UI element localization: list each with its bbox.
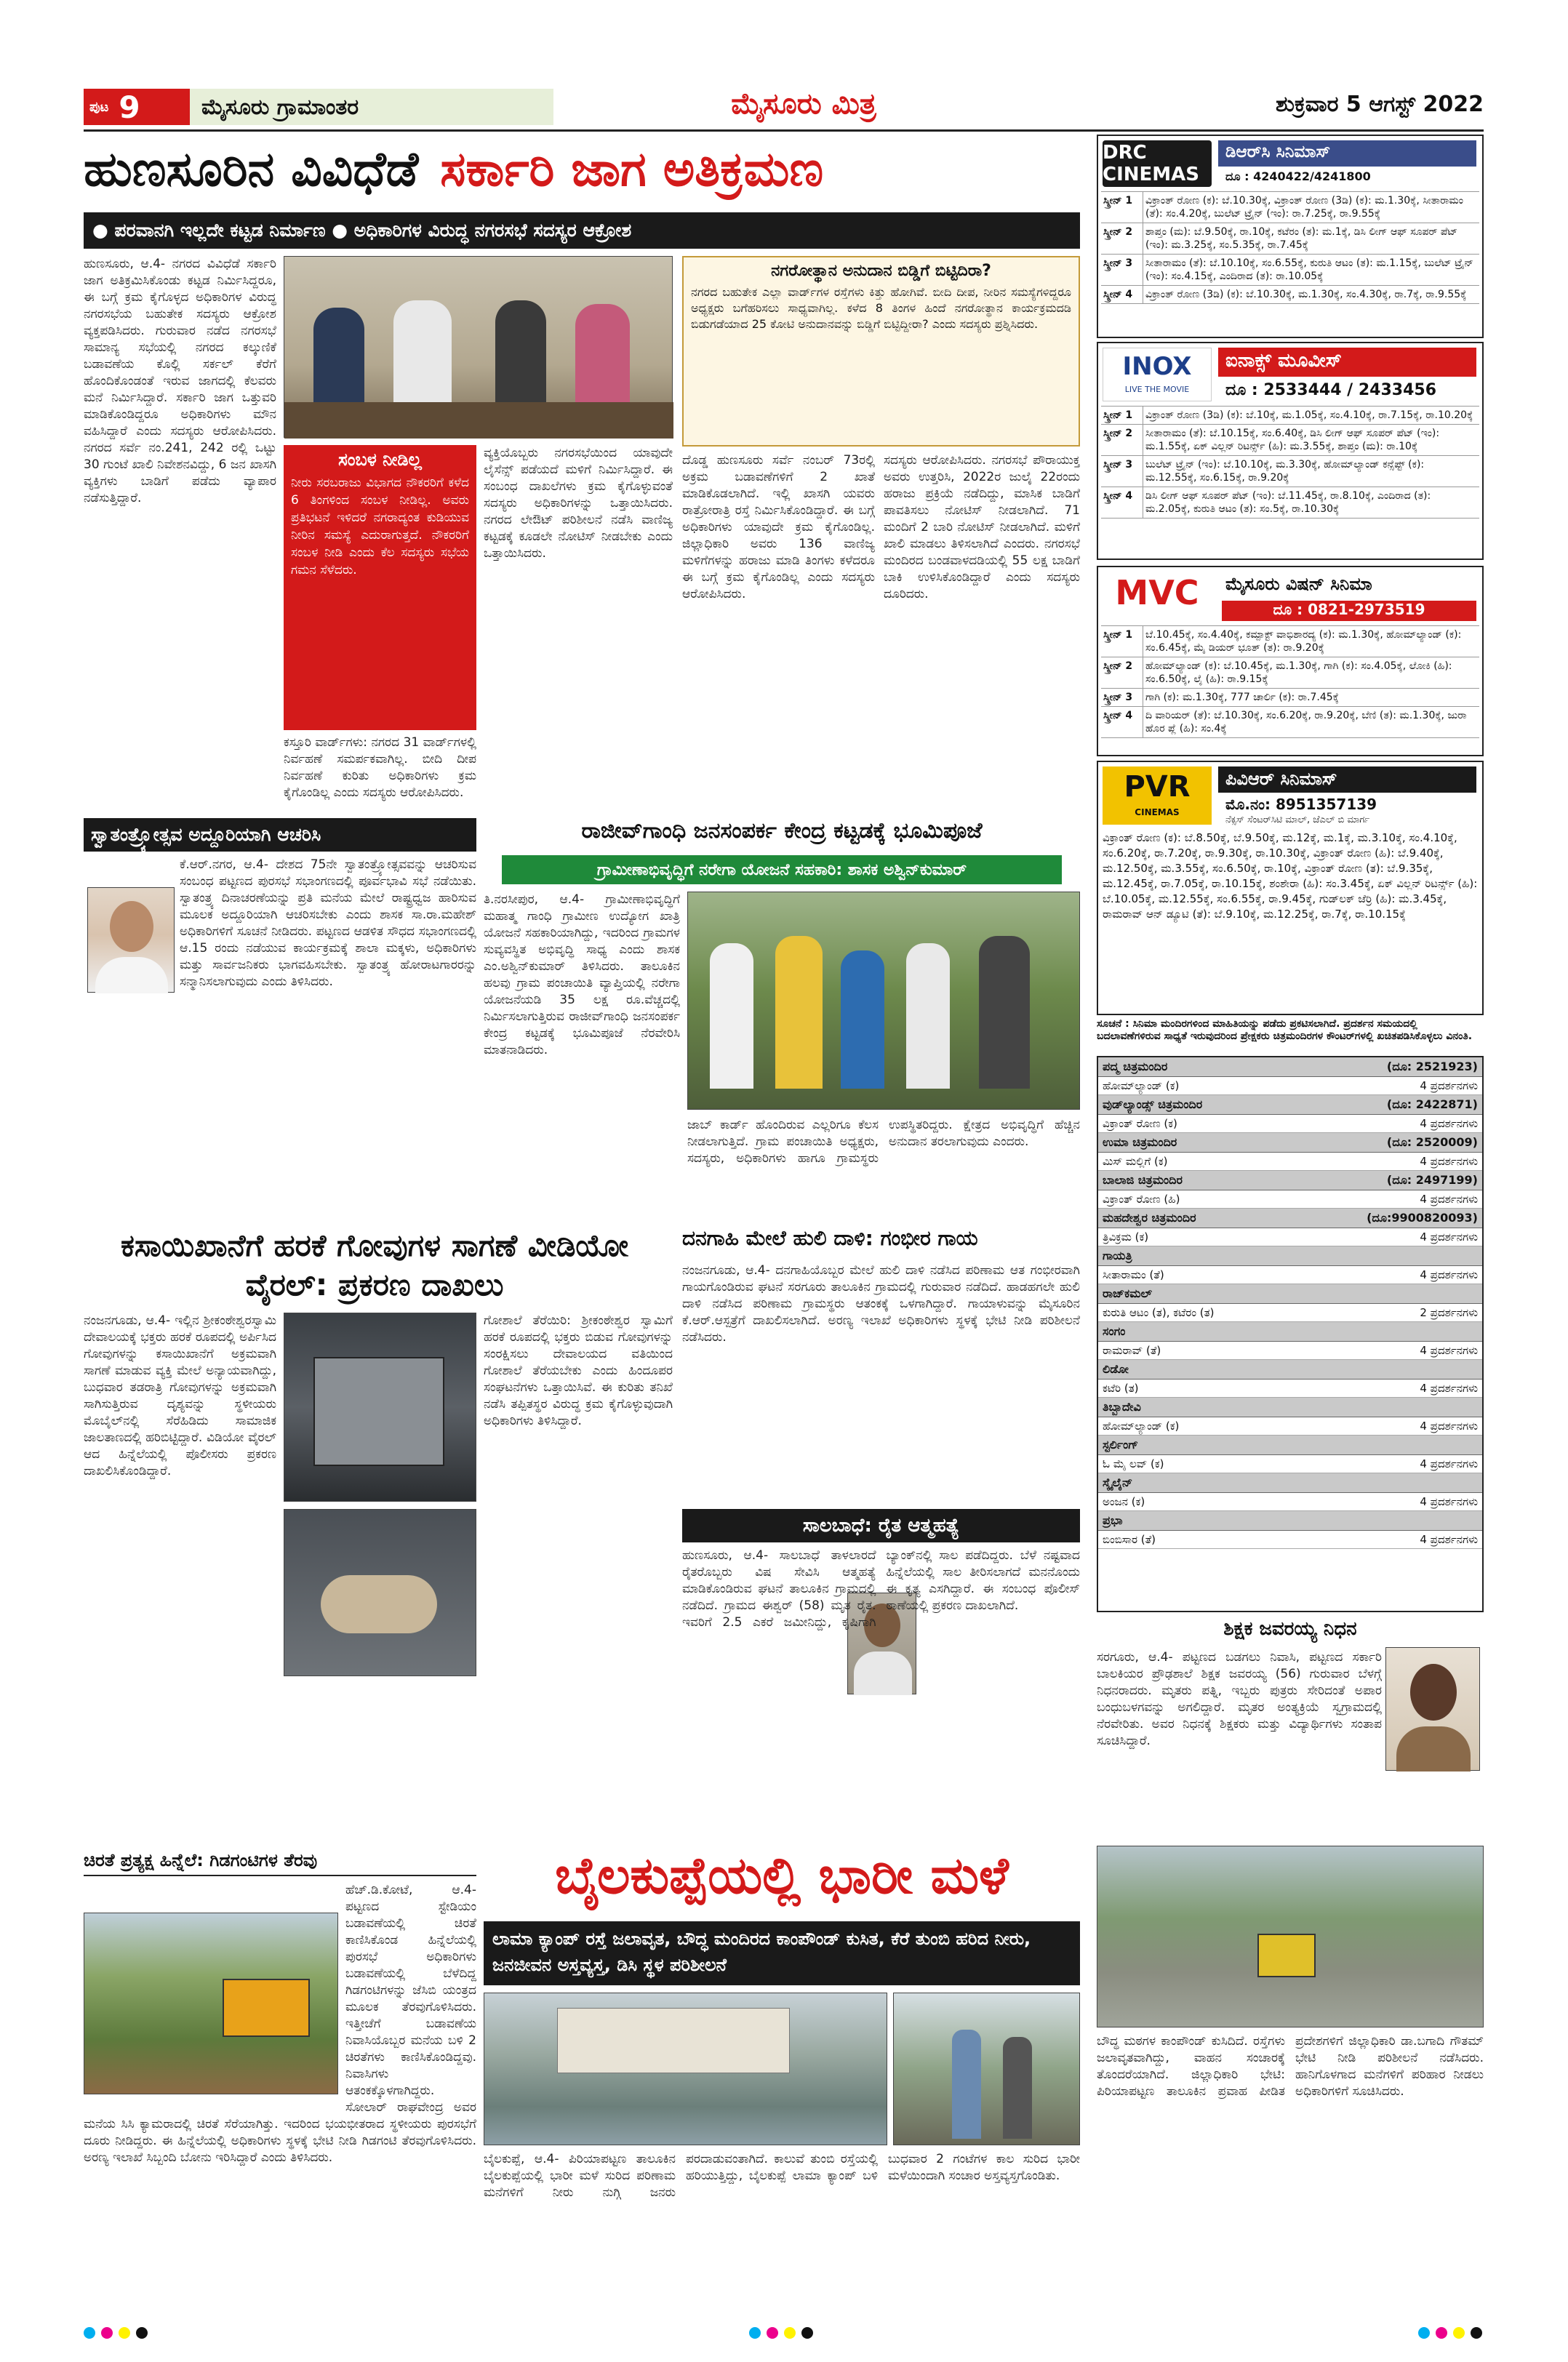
vehicle-shape	[1257, 1934, 1316, 1977]
magenta-dot	[767, 2327, 778, 2339]
film-shows: 4 ಪ್ರದರ್ಶನಗಳು	[1420, 1193, 1478, 1206]
theatre-phone: (ದೂ: 2422871)	[1386, 1097, 1478, 1111]
schedule-row	[1101, 626, 1479, 657]
flood-photo-3	[1097, 1846, 1484, 2027]
registration-marks-left	[84, 2327, 153, 2342]
magenta-dot	[101, 2327, 113, 2339]
theatre-name-row	[1098, 1209, 1482, 1228]
rain-text-2: ಬೌದ್ಧ ಮಠಗಳ ಕಾಂಪೌಂಡ್ ಕುಸಿದಿದೆ. ರಸ್ತೆಗಳು ಜಲಾವೃತವಾಗಿದ್ದು, ವಾಹನ ಸಂಚಾರಕ್ಕೆ ತೊಂದರೆಯಾಗಿದೆ. ಜಿಲ್ಲಾಧಿಕಾರಿ ಭೇಟಿ: ಪಿರಿಯಾಪಟ್ಟಣ ತಾಲೂಕಿನ ಪ್ರವಾಹ ಪೀಡಿತ ಪ್ರದೇಶಗಳಿಗೆ ಜಿಲ್ಲಾಧಿಕಾರಿ ಡಾ.ಬಗಾದಿ ಗೌತಮ್ ಭೇಟಿ ನೀಡಿ ಪರಿಶೀಲನೆ ನಡೆಸಿದರು. ಹಾನಿಗೊಳಗಾದ ಮನೆಗಳಿಗೆ ಪರಿಹಾರ ನೀಡಲು ಅಧಿಕಾರಿಗಳಿಗೆ ಸೂಚಿಸಿದರು.	[1097, 2034, 1484, 2099]
theatre-name-row	[1098, 1398, 1482, 1417]
leopard-text: ಹೆಚ್.ಡಿ.ಕೋಟೆ, ಆ.4- ಪಟ್ಟಣದ ಸ್ಟೇಡಿಯಂ ಬಡಾವಣೆಯಲ್ಲಿ ಚಿರತೆ ಕಾಣಿಸಿಕೊಂಡ ಹಿನ್ನೆಲೆಯಲ್ಲಿ ಪುರಸಭೆ ಅಧಿಕಾರಿಗಳು ಬಡಾವಣೆಯಲ್ಲಿ ಬೆಳೆದಿದ್ದ ಗಿಡಗಂಟಿಗಳನ್ನು ಜೆಸಿಬಿ ಯಂತ್ರದ ಮೂಲಕ ತೆರವುಗೊಳಿಸಿದರು. ಇತ್ತೀಚೆಗೆ ಬಡಾವಣೆಯ ನಿವಾಸಿಯೊಬ್ಬರ ಮನೆಯ ಬಳಿ 2 ಚಿರತೆಗಳು ಕಾಣಿಸಿಕೊಂಡಿದ್ದವು. ನಿವಾಸಿಗಳು ಆತಂಕಕ್ಕೊಳಗಾಗಿದ್ದರು. ಸೋಲಾರ್ ರಾಘವೇಂದ್ರ ಅವರ ಮನೆಯ ಸಿಸಿ ಕ್ಯಾಮರಾದಲ್ಲಿ ಚಿರತೆ ಸೆರೆಯಾಗಿತ್ತು. ಇದರಿಂದ ಭಯಭೀತರಾದ ಸ್ಥಳೀಯರು ಪುರಸಭೆಗೆ ದೂರು ನೀಡಿದ್ದರು. ಈ ಹಿನ್ನೆಲೆಯಲ್ಲಿ ಅಧಿಕಾರಿಗಳು ಸ್ಥಳಕ್ಕೆ ಭೇಟಿ ನೀಡಿ ಗಿಡಗಂಟಿ ತೆರವುಗೊಳಿಸಿದರು. ಅರಣ್ಯ ಇಲಾಖೆ ಸಿಬ್ಬಂದಿ ಬೋನು ಇರಿಸಿದ್ದಾರೆ ಎಂದು ತಿಳಿಸಿದರು.	[84, 1883, 476, 2165]
lead-headline-black: ಹುಣಸೂರಿನ ವಿವಿಧೆಡೆ	[84, 140, 419, 197]
obit-text: ಸರಗೂರು, ಆ.4- ಪಟ್ಟಣದ ಬಡಗಲು ನಿವಾಸಿ, ಪಟ್ಟಣದ ಸರ್ಕಾರಿ ಬಾಲಕಿಯರ ಪ್ರೌಢಶಾಲೆ ಶಿಕ್ಷಕ ಜವರಯ್ಯ (56) ಗುರುವಾರ ಬೆಳಗ್ಗೆ ನಿಧನರಾದರು. ಮೃತರು ಪತ್ನಿ, ಇಬ್ಬರು ಪುತ್ರರು ಸೇರಿದಂತೆ ಅಪಾರ ಬಂಧುಬಳಗವನ್ನು ಅಗಲಿದ್ದಾರೆ. ಮೃತರ ಅಂತ್ಯಕ್ರಿಯೆ ಸ್ವಗ್ರಾಮದಲ್ಲಿ ನೆರವೇರಿತು. ಅವರ ನಿಧನಕ್ಕೆ ಶಿಕ್ಷಕರು ಮತ್ತು ವಿದ್ಯಾರ್ಥಿಗಳು ಸಂತಾಪ ಸೂಚಿಸಿದ್ದಾರೆ.	[1097, 1650, 1382, 1748]
theatre-name: ಉಮಾ ಚಿತ್ರಮಂದಿರ	[1103, 1135, 1177, 1149]
nagarothana-title: ನಗರೋತ್ಥಾನ ಅನುದಾನ ಬಿಡ್ಡಿಗೆ ಬಿಟ್ಟಿದಿರಾ?	[771, 262, 991, 280]
screen-label: ಸ್ಕ್ರೀನ್ 1	[1101, 626, 1143, 657]
rajiv-subtitle: ಗ್ರಾಮೀಣಾಭಿವೃದ್ಧಿಗೆ ನರೇಗಾ ಯೋಜನೆ ಸಹಕಾರಿ: ಶಾಸಕ ಅಶ್ವಿನ್‌ಕುಮಾರ್	[502, 855, 1062, 884]
theatre-name-row	[1098, 1095, 1482, 1115]
film-title: ಹೋಮ್‌ಲ್ಯಾಂಡ್ (ಕ)	[1103, 1420, 1180, 1433]
theatre-phone: (ದೂ: 2520009)	[1386, 1135, 1478, 1149]
theatre-name-row	[1098, 1171, 1482, 1190]
film-shows: 4 ಪ್ರದರ್ಶನಗಳು	[1420, 1457, 1478, 1470]
screen-showtimes: ಶಾಪ್ತಂ (ಮ): ಬೆ.9.50ಕ್ಕೆ, ರಾ.10ಕ್ಕೆ, ಕಟೆರಂ (ತ): ಮ.1ಕ್ಕೆ, ಡಿಸಿ ಲೀಗ್ ಆಫ್ ಸೂಪರ್ ಪೆಟ್ (ಇಂ): ಮ.3.25ಕ್ಕೆ, ಸಂ.5.35ಕ್ಕೆ, ರಾ.7.45ಕ್ಕೆ	[1145, 226, 1458, 251]
theatre-film-row	[1098, 1077, 1482, 1095]
cyan-dot	[84, 2327, 95, 2339]
person-figure	[979, 936, 1030, 1089]
pvr-phone: ಮೊ.ನಂ: 8951357139	[1225, 796, 1377, 813]
drc-logo: DRC CINEMAS	[1103, 140, 1212, 187]
film-shows: 4 ಪ್ರದರ್ಶನಗಳು	[1420, 1382, 1478, 1395]
screen-label: ಸ್ಕ್ರೀನ್ 3	[1101, 689, 1143, 706]
schedule-row	[1101, 192, 1479, 223]
person-figure	[495, 300, 546, 417]
rajiv-title: ರಾಜೀವ್‌ಗಾಂಧಿ ಜನಸಂಪರ್ಕ ಕೇಂದ್ರ ಕಟ್ಟಡಕ್ಕೆ ಭೂಮಿಪೂಜೆ	[581, 818, 983, 844]
drc-ad	[1097, 135, 1484, 338]
film-title: ಓ ಮೈ ಲವ್ (ಕ)	[1103, 1457, 1164, 1470]
lead-col3: ವ್ಯಕ್ತಿಯೊಬ್ಬರು ನಗರಸಭೆಯಿಂದ ಯಾವುದೇ ಲೈಸೆನ್ಸ್ ಪಡೆಯದೆ ಮಳಿಗೆ ನಿರ್ಮಿಸಿದ್ದಾರೆ. ಈ ಸಂಬಂಧ ದಾಖಲೆಗಳು ಕ್ರಮ ಕೈಗೊಳ್ಳುವಂತೆ ಸದಸ್ಯರು ಅಧಿಕಾರಿಗಳನ್ನು ಒತ್ತಾಯಿಸಿದರು. ನಗರದ ಲೇಔಟ್ ಪರಿಶೀಲನೆ ನಡೆಸಿ ವಾಣಿಜ್ಯ ಕಟ್ಟಡಕ್ಕೆ ಕೂಡಲೇ ನೋಟಿಸ್ ನೀಡಬೇಕು ಎಂದು ಒತ್ತಾಯಿಸಿದರು.	[484, 446, 673, 561]
theatre-name-row	[1098, 1436, 1482, 1455]
cattle-photo-2	[284, 1509, 476, 1676]
magenta-dot	[1436, 2327, 1447, 2339]
schedule-row	[1101, 407, 1479, 425]
page-number-block	[84, 89, 190, 125]
theatre-name-row	[1098, 1057, 1482, 1077]
inox-schedule	[1101, 406, 1479, 519]
tiger-title: ದನಗಾಹಿ ಮೇಲೆ ಹುಲಿ ದಾಳಿ: ಗಂಭೀರ ಗಾಯ	[682, 1226, 978, 1250]
yellow-dot	[1453, 2327, 1465, 2339]
theatre-name: ತಿಬ್ಬಾದೇವಿ	[1103, 1400, 1141, 1414]
person-figure	[313, 308, 364, 417]
film-shows: 4 ಪ್ರದರ್ಶನಗಳು	[1420, 1230, 1478, 1244]
film-shows: 4 ಪ್ರದರ್ಶನಗಳು	[1420, 1533, 1478, 1546]
theatre-film-row	[1098, 1304, 1482, 1322]
screen-showtimes: ಡಿಸಿ ಲೀಗ್ ಆಫ್ ಸೂಪರ್ ಪೆಟ್ (ಇಂ): ಬೆ.11.45ಕ್ಕೆ, ರಾ.8.10ಕ್ಕೆ, ಎಂದಿರಾದ (ತ): ಮ.2.05ಕ್ಕೆ, ಕುರುತಿ ಆಟಂ (ತ): ಸಂ.5ಕ್ಕೆ, ರಾ.10.30ಕ್ಕೆ	[1145, 490, 1431, 515]
rain-text: ಬೈಲಕುಪ್ಪೆ, ಆ.4- ಪಿರಿಯಾಪಟ್ಟಣ ತಾಲೂಕಿನ ಬೈಲಕುಪ್ಪೆಯಲ್ಲಿ ಭಾರೀ ಮಳೆ ಸುರಿದ ಪರಿಣಾಮ ಮನೆಗಳಿಗೆ ನೀರು ನುಗ್ಗಿ ಜನರು ಪರದಾಡುವಂತಾಗಿದೆ. ಕಾಲುವೆ ತುಂಬಿ ರಸ್ತೆಯಲ್ಲಿ ಹರಿಯುತ್ತಿದ್ದು, ಬೈಲಕುಪ್ಪೆ ಲಾಮಾ ಕ್ಯಾಂಪ್ ಬಳಿ ಬುಧವಾರ 2 ಗಂಟೆಗಳ ಕಾಲ ಸುರಿದ ಭಾರೀ ಮಳೆಯಿಂದಾಗಿ ಸಂಚಾರ ಅಸ್ತವ್ಯಸ್ತಗೊಂಡಿತು.	[484, 2152, 1080, 2200]
lead-headline-red: ಸರ್ಕಾರಿ ಜಾಗ ಅತಿಕ್ರಮಣ	[440, 140, 824, 197]
film-title: ಅಂಜನ (ಕ)	[1103, 1495, 1145, 1508]
person-figure	[952, 2030, 981, 2139]
freedom-text: ಕೆ.ಆರ್.ನಗರ, ಆ.4- ದೇಶದ 75ನೇ ಸ್ವಾತಂತ್ರ್ಯೋತ್ಸವವನ್ನು ಆಚರಿಸುವ ಸಂಬಂಧ ಪಟ್ಟಣದ ಪುರಸಭೆ ಸಭಾಂಗಣದಲ್ಲಿ ಪೂರ್ವಭಾವಿ ಸಭೆ ನಡೆಯಿತು. ಸ್ವಾತಂತ್ರ್ಯ ದಿನಾಚರಣೆಯನ್ನು ಪ್ರತಿ ಮನೆಯ ಮೇಲೆ ರಾಷ್ಟ್ರಧ್ವಜ ಹಾರಿಸುವ ಮೂಲಕ ಅದ್ದೂರಿಯಾಗಿ ಆಚರಿಸಬೇಕು ಎಂದು ಶಾಸಕ ಸಾ.ರಾ.ಮಹೇಶ್ ಅಧಿಕಾರಿಗಳಿಗೆ ಸೂಚನೆ ನೀಡಿದರು. ಪಟ್ಟಣದ ಆಡಳಿತ ಸೌಧದ ಸಭಾಂಗಣದಲ್ಲಿ ಆ.15 ರಂದು ನಡೆಯುವ ಕಾರ್ಯಕ್ರಮಕ್ಕೆ ಶಾಲಾ ಮಕ್ಕಳು, ಅಧಿಕಾರಿಗಳು ಮತ್ತು ಸಾರ್ವಜನಿಕರು ಭಾಗವಹಿಸಬೇಕು. ಸ್ವಾತಂತ್ರ್ಯ ಹೋರಾಟಗಾರರನ್ನು ಸನ್ಮಾನಿಸಲಾಗುವುದು ಎಂದು ತಿಳಿಸಿದರು.	[180, 857, 476, 989]
salary-box-text: ನೀರು ಸರಬರಾಜು ವಿಭಾಗದ ನೌಕರರಿಗೆ ಕಳೆದ 6 ತಿಂಗಳಿಂದ ಸಂಬಳ ನೀಡಿಲ್ಲ. ಅವರು ಪ್ರತಿಭಟನೆ ಇಳಿದರೆ ನಗರಾದ್ಯಂತ ಕುಡಿಯುವ ನೀರಿನ ಸಮಸ್ಯೆ ಎದುರಾಗುತ್ತದೆ. ನೌಕರರಿಗೆ ಸಂಬಳ ನೀಡಿ ಎಂದು ಕೆಲ ಸದಸ್ಯರು ಸಭೆಯ ಗಮನ ಸೆಳೆದರು.	[291, 476, 469, 577]
yellow-dot	[119, 2327, 130, 2339]
film-shows: 4 ಪ್ರದರ್ಶನಗಳು	[1420, 1155, 1478, 1168]
cyan-dot	[1418, 2327, 1430, 2339]
film-shows: 4 ಪ್ರದರ್ಶನಗಳು	[1420, 1117, 1478, 1130]
theatre-film-row	[1098, 1190, 1482, 1209]
theatre-name: ಸ್ಕೈಲೈನ್	[1103, 1476, 1133, 1489]
masthead: ಮೈಸೂರು ಮಿತ್ರ	[731, 87, 876, 121]
screen-showtimes: ಹೋಮ್‌ಲ್ಯಾಂಡ್ (ಕ): ಬೆ.10.45ಕ್ಕೆ, ಮ.1.30ಕ್ಕೆ, ಗಾಗಿ (ಕ): ಸಂ.4.05ಕ್ಕೆ, ಲೋಕಿ (ಹಿ): ಸಂ.6.50ಕ್ಕೆ, ಲೈ (ಹಿ): ರಾ.9.15ಕ್ಕೆ	[1145, 660, 1452, 685]
theatre-name: ಸ್ಟರ್ಲಿಂಗ್	[1103, 1438, 1139, 1452]
schedule-row	[1101, 487, 1479, 519]
slaughter-text: ನಂಜನಗೂಡು, ಆ.4- ಇಲ್ಲಿನ ಶ್ರೀಕಂಠೇಶ್ವರಸ್ವಾಮಿ ದೇವಾಲಯಕ್ಕೆ ಭಕ್ತರು ಹರಕೆ ರೂಪದಲ್ಲಿ ಅರ್ಪಿಸಿದ ಗೋವುಗಳನ್ನು ಕಸಾಯಿಖಾನೆಗೆ ಅಕ್ರಮವಾಗಿ ಸಾಗಣೆ ಮಾಡುವ ವ್ಯಕ್ತಿ ಮೇಲೆ ಅನ್ಯಾಯವಾಗಿದ್ದು, ಬುಧವಾರ ತಡರಾತ್ರಿ ಗೋವುಗಳನ್ನು ಅಕ್ರಮವಾಗಿ ಸಾಗಿಸುತ್ತಿರುವ ದೃಶ್ಯವನ್ನು ಸ್ಥಳೀಯರು ಮೊಬೈಲ್‌ನಲ್ಲಿ ಸೆರೆಹಿಡಿದು ಸಾಮಾಜಿಕ ಜಾಲತಾಣದಲ್ಲಿ ಹರಿಬಿಟ್ಟಿದ್ದಾರೆ. ವಿಡಿಯೋ ವೈರಲ್ ಆದ ಹಿನ್ನೆಲೆಯಲ್ಲಿ ಪೊಲೀಸರು ಪ್ರಕರಣ ದಾಖಲಿಸಿಕೊಂಡಿದ್ದಾರೆ.	[84, 1313, 276, 1478]
film-shows: 4 ಪ್ರದರ್ಶನಗಳು	[1420, 1344, 1478, 1357]
theatre-name: ರಾಜ್‌ಕಮಲ್	[1103, 1286, 1153, 1300]
meeting-table	[284, 402, 673, 439]
pvr-address: ನೆಕ್ಸಸ್ ಸೆಂಟರ್‌ಸಿಟಿ ಮಾಲ್, ಜೆಎಲ್ ಬಿ ಮಾರ್ಗ	[1225, 814, 1370, 825]
theatre-film-row	[1098, 1493, 1482, 1511]
lead-subhead: ● ಪರವಾನಗಿ ಇಲ್ಲದೇ ಕಟ್ಟಡ ನಿರ್ಮಾಣ ● ಅಧಿಕಾರಿಗಳ ವಿರುದ್ಧ ನಗರಸಭೆ ಸದಸ್ಯರ ಆಕ್ರೋಶ	[84, 212, 1080, 249]
black-dot	[1471, 2327, 1482, 2339]
schedule-row	[1101, 689, 1479, 707]
leopard-title: ಚಿರತೆ ಪ್ರತ್ಯಕ್ಷ ಹಿನ್ನೆಲೆ: ಗಿಡಗಂಟಿಗಳ ತೆರವು	[84, 1846, 476, 1876]
theatre-name: ಗಾಯತ್ರಿ	[1103, 1249, 1132, 1262]
inox-phone: ದೂ : 2533444 / 2433456	[1225, 381, 1437, 399]
film-shows: 2 ಪ್ರದರ್ಶನಗಳು	[1420, 1306, 1478, 1319]
person-figure	[575, 304, 630, 417]
film-shows: 4 ಪ್ರದರ್ಶನಗಳು	[1420, 1420, 1478, 1433]
lead-col2-continue: ಕಸ್ತೂರಿ ವಾರ್ಡ್‌ಗಳು: ನಗರದ 31 ವಾರ್ಡ್‌ಗಳಲ್ಲಿ ನಿರ್ವಹಣೆ ಸಮರ್ಪಕವಾಗಿಲ್ಲ. ಬೀದಿ ದೀಪ ನಿರ್ವಹಣೆ ಕುರಿತು ಅಧಿಕಾರಿಗಳು ಕ್ರಮ ಕೈಗೊಂಡಿಲ್ಲ ಎಂದು ಸದಸ್ಯರು ಆರೋಪಿಸಿದರು.	[284, 735, 476, 800]
screen-label: ಸ್ಕ್ರೀನ್ 1	[1101, 407, 1143, 424]
screen-label: ಸ್ಕ್ರೀನ್ 1	[1101, 192, 1143, 223]
film-title: ಕುರುತಿ ಆಟಂ (ತ), ಕಟೆರಂ (ತ)	[1103, 1306, 1215, 1319]
person-figure	[393, 300, 452, 417]
meeting-photo	[284, 256, 673, 438]
screen-label: ಸ್ಕ್ರೀನ್ 3	[1101, 456, 1143, 487]
person-figure	[906, 943, 950, 1089]
lead-col1: ಹುಣಸೂರು, ಆ.4- ನಗರದ ವಿವಿಧೆಡೆ ಸರ್ಕಾರಿ ಜಾಗ ಅತಿಕ್ರಮಿಸಿಕೊಂಡು ಕಟ್ಟಡ ನಿರ್ಮಿಸಿದ್ದರೂ, ಈ ಬಗ್ಗೆ ಕ್ರಮ ಕೈಗೊಳ್ಳದ ಅಧಿಕಾರಿಗಳ ವಿರುದ್ಧ ನಗರಸಭೆಯ ಬಹುತೇಕ ಸದಸ್ಯರು ಆಕ್ರೋಶ ವ್ಯಕ್ತಪಡಿಸಿದರು. ಗುರುವಾರ ನಡೆದ ನಗರಸಭೆ ಸಾಮಾನ್ಯ ಸಭೆಯಲ್ಲಿ ನಗರದ ಕಲ್ಕುಣಿಕೆ ಬಡಾವಣೆಯ ಕೊಲ್ಲಿ ಸರ್ಕಲ್ ಕೆರೆಗೆ ಹೊಂದಿಕೊಂಡಂತೆ ಇರುವ ಜಾಗದಲ್ಲಿ ಕೆಲವರು ಮನೆ ನಿರ್ಮಿಸಿದ್ದಾರೆ. ಸರ್ಕಾರಿ ಜಾಗ ಒತ್ತುವರಿ ಮಾಡಿಕೊಂಡಿದ್ದರೂ ಅಧಿಕಾರಿಗಳು ಮೌನ ವಹಿಸಿದ್ದಾರೆ ಎಂದು ಸದಸ್ಯರು ಆರೋಪಿಸಿದರು. ನಗರದ ಸರ್ವೆ ನಂ.241, 242 ರಲ್ಲಿ ಒಟ್ಟು 30 ಗುಂಟೆ ಖಾಲಿ ನಿವೇಶನವಿದ್ದು, 6 ಜನ ಖಾಸಗಿ ವ್ಯಕ್ತಿಗಳು ಬಾಡಿಗೆ ಪಡೆದು ವ್ಯಾಪಾರ ನಡೆಸುತ್ತಿದ್ದಾರೆ.	[84, 257, 276, 505]
screen-showtimes: ಸೀತಾರಾಮಂ (ತೆ): ಬೆ.10.10ಕ್ಕೆ, ಸಂ.6.55ಕ್ಕೆ, ಕುರುತಿ ಆಟಂ (ತ): ಮ.1.15ಕ್ಕೆ, ಬುಲೆಟ್ ಟ್ರೈನ್ (ಇಂ): ಸಂ.4.15ಕ್ಕೆ, ಎಂದಿರಾದ (ತ): ರಾ.10.05ಕ್ಕೆ	[1145, 257, 1473, 282]
schedule-row	[1101, 286, 1479, 304]
mvc-schedule	[1101, 625, 1479, 738]
screen-label: ಸ್ಕ್ರೀನ್ 2	[1101, 223, 1143, 254]
screen-showtimes: ವಿಕ್ರಾಂತ್ ರೋಣ (3ಡಿ) (ಕ): ಬೆ.10.30ಕ್ಕೆ, ಮ.1.30ಕ್ಕೆ, ಸಂ.4.30ಕ್ಕೆ, ರಾ.7ಕ್ಕೆ, ರಾ.9.55ಕ್ಕೆ	[1145, 289, 1467, 300]
theatre-film-row	[1098, 1531, 1482, 1549]
screen-showtimes: ವಿಕ್ರಾಂತ್ ರೋಣ (3ಡಿ) (ಕ): ಬೆ.10ಕ್ಕೆ, ಮ.1.05ಕ್ಕೆ, ಸಂ.4.10ಕ್ಕೆ, ರಾ.7.15ಕ್ಕೆ, ರಾ.10.20ಕ್ಕೆ	[1145, 409, 1473, 421]
person-figure	[710, 943, 753, 1089]
rajiv-text: ತಿ.ನರಸೀಪುರ, ಆ.4- ಗ್ರಾಮೀಣಾಭಿವೃದ್ಧಿಗೆ ಮಹಾತ್ಮ ಗಾಂಧಿ ಗ್ರಾಮೀಣ ಉದ್ಯೋಗ ಖಾತ್ರಿ ಯೋಜನೆ ಸಹಕಾರಿಯಾಗಿದ್ದು, ಇದರಿಂದ ಗ್ರಾಮಗಳ ಸುವ್ಯವಸ್ಥಿತ ಅಭಿವೃದ್ಧಿ ಸಾಧ್ಯ ಎಂದು ಶಾಸಕ ಎಂ.ಅಶ್ವಿನ್‌ಕುಮಾರ್ ತಿಳಿಸಿದರು. ತಾಲೂಕಿನ ಹಲವು ಗ್ರಾಮ ಪಂಚಾಯಿತಿ ವ್ಯಾಪ್ತಿಯಲ್ಲಿ ನರೇಗಾ ಯೋಜನೆಯಡಿ 35 ಲಕ್ಷ ರೂ.ವೆಚ್ಚದಲ್ಲಿ ನಿರ್ಮಿಸಲಾಗುತ್ತಿರುವ ರಾಜೀವ್‌ಗಾಂಧಿ ಜನಸಂಪರ್ಕ ಕೇಂದ್ರ ಕಟ್ಟಡಕ್ಕೆ ಭೂಮಿಪೂಜೆ ನೆರವೇರಿಸಿ ಮಾತನಾಡಿದರು.	[484, 892, 680, 1057]
yellow-dot	[784, 2327, 796, 2339]
pvr-ad	[1097, 761, 1484, 1015]
schedule-row	[1101, 223, 1479, 255]
drc-schedule	[1101, 191, 1479, 304]
theatre-film-row	[1098, 1228, 1482, 1246]
theatre-name-row	[1098, 1133, 1482, 1153]
cattle-shape	[321, 1575, 437, 1633]
film-title: ರಾಮರಾವ್ (ತೆ)	[1103, 1344, 1161, 1357]
schedule-row	[1101, 425, 1479, 456]
theatre-film-row	[1098, 1380, 1482, 1398]
film-title: ಸೀತಾರಾಮಂ (ತೆ)	[1103, 1268, 1164, 1281]
schedule-row	[1101, 255, 1479, 286]
theatre-name: ಸಂಗಂ	[1103, 1324, 1126, 1338]
freedom-title: ಸ್ವಾತಂತ್ರ್ಯೋತ್ಸವ ಅದ್ದೂರಿಯಾಗಿ ಆಚರಿಸಿ	[84, 818, 476, 852]
theatre-name-row	[1098, 1246, 1482, 1266]
pvr-listing: ವಿಕ್ರಾಂತ್ ರೋಣ (ಕ): ಬೆ.8.50ಕ್ಕೆ, ಬೆ.9.50ಕ್ಕೆ, ಮ.12ಕ್ಕೆ, ಮ.1ಕ್ಕೆ, ಮ.3.10ಕ್ಕೆ, ಸಂ.4.10ಕ್ಕೆ, ಸಂ.6.20ಕ್ಕೆ, ರಾ.7.20ಕ್ಕೆ, ರಾ.9.30ಕ್ಕೆ, ರಾ.10.30ಕ್ಕೆ, ವಿಕ್ರಾಂತ್ ರೋಣ (ಹಿ): ಬೆ.9.40ಕ್ಕೆ, ಮ.12.50ಕ್ಕೆ, ಮ.3.55ಕ್ಕೆ, ಸಂ.6.50ಕ್ಕೆ, ರಾ.10ಕ್ಕೆ, ವಿಕ್ರಾಂತ್ ರೋಣ (ತ): ಬೆ.9.35ಕ್ಕೆ, ಮ.12.45ಕ್ಕೆ, ರಾ.7.05ಕ್ಕೆ, ರಾ.10.15ಕ್ಕೆ, ಶಂಶೇರಾ (ಹಿ): ಸಂ.3.45ಕ್ಕೆ, ಏಕ್ ವಿಲ್ಲನ್ ರಿಟರ್ನ್ಸ್ (ಹಿ): ಬೆ.10.05ಕ್ಕೆ, ಮ.12.55ಕ್ಕೆ, ಸಂ.6.55ಕ್ಕೆ, ರಾ.9.45ಕ್ಕೆ, ಗುಡ್‌ಲಕ್ ಜೆರ್ರಿ (ಹಿ): ಮ.3.45ಕ್ಕೆ, ರಾಮರಾವ್ ಆನ್ ಡ್ಯೂಟಿ (ತೆ): ಬೆ.9.10ಕ್ಕೆ, ಮ.12.25ಕ್ಕೆ, ರಾ.7ಕ್ಕೆ, ರಾ.10.15ಕ್ಕೆ	[1103, 831, 1478, 921]
cyan-dot	[749, 2327, 761, 2339]
film-title: ವಿಕ್ರಾಂತ್ ರೋಣ (ಹಿ)	[1103, 1193, 1180, 1206]
lead-col4: ದೊಡ್ಡ ಹುಣಸೂರು ಸರ್ವೆ ನಂಬರ್ 73ರಲ್ಲಿ ಅಕ್ರಮ ಬಡಾವಣೆಗಳಿಗೆ 2 ಖಾತೆ ಮಾಡಿಕೊಡಲಾಗಿದೆ. ಇಲ್ಲಿ ಖಾಸಗಿ ಯವರು ರಾತ್ರೋರಾತ್ರಿ ರಸ್ತೆ ನಿರ್ಮಿಸಿಕೊಂಡಿದ್ದಾರೆ. ಈ ಬಗ್ಗೆ ಅಧಿಕಾರಿಗಳು ಯಾವುದೇ ಕ್ರಮ ಕೈಗೊಂಡಿಲ್ಲ. ಜಿಲ್ಲಾಧಿಕಾರಿ ಅವರು 136 ವಾಣಿಜ್ಯ ಮಳಿಗೆಗಳನ್ನು ಹರಾಜು ಮಾಡಿ ತಿಂಗಳು ಕಳೆದರೂ ಈ ಬಗ್ಗೆ ಕ್ರಮ ಕೈಗೊಂಡಿಲ್ಲ ಎಂದು ಸದಸ್ಯರು ಆರೋಪಿಸಿದರು.	[682, 453, 875, 601]
building-shape	[557, 2008, 790, 2073]
film-title: ಮಿಸ್ ಮಲ್ಲಿಗೆ (ಕ)	[1103, 1155, 1168, 1168]
farmer-text: ಹುಣಸೂರು, ಆ.4- ಸಾಲಬಾಧೆ ತಾಳಲಾರದೆ ರೈತರೊಬ್ಬರು ವಿಷ ಸೇವಿಸಿ ಆತ್ಮಹತ್ಯೆ ಮಾಡಿಕೊಂಡಿರುವ ಘಟನೆ ತಾಲೂಕಿನ ಗ್ರಾಮದಲ್ಲಿ ನಡೆದಿದೆ. ಗ್ರಾಮದ ಈಶ್ವರ್ (58) ಮೃತ ರೈತ. ಇವರಿಗೆ 2.5 ಎಕರೆ ಜಮೀನಿದ್ದು, ಕೃಷಿಗಾಗಿ ಬ್ಯಾಂಕ್‌ನಲ್ಲಿ ಸಾಲ ಪಡೆದಿದ್ದರು. ಬೆಳೆ ನಷ್ಟವಾದ ಹಿನ್ನೆಲೆಯಲ್ಲಿ ಸಾಲ ತೀರಿಸಲಾಗದೆ ಮನನೊಂದು ಈ ಕೃತ್ಯ ಎಸಗಿದ್ದಾರೆ. ಈ ಸಂಬಂಧ ಪೊಲೀಸ್ ಠಾಣೆಯಲ್ಲಿ ಪ್ರಕರಣ ದಾಖಲಾಗಿದೆ.	[682, 1548, 1080, 1630]
mvc-logo: MVC	[1115, 573, 1199, 612]
mvc-name: ಮೈಸೂರು ವಿಷನ್ ಸಿನಿಮಾ	[1225, 574, 1372, 594]
drc-name: ಡಿಆರ್‌ಸಿ ಸಿನಿಮಾಸ್	[1218, 140, 1476, 167]
registration-marks-right	[1418, 2327, 1488, 2342]
person-figure	[775, 936, 823, 1089]
film-shows: 4 ಪ್ರದರ್ಶನಗಳು	[1420, 1268, 1478, 1281]
farmer-title: ಸಾಲಬಾಧೆ: ರೈತ ಆತ್ಮಹತ್ಯೆ	[682, 1509, 1080, 1542]
flood-photo-2	[893, 1993, 1080, 2145]
salary-box-title: ಸಂಬಳ ನೀಡಿಲ್ಲ	[338, 449, 422, 470]
screen-label: ಸ್ಕ್ರೀನ್ 2	[1101, 657, 1143, 688]
nagarothana-text: ನಗರದ ಬಹುತೇಕ ಎಲ್ಲಾ ವಾರ್ಡ್‌ಗಳ ರಸ್ತೆಗಳು ಕಿತ್ತು ಹೋಗಿವೆ. ಬೀದಿ ದೀಪ, ನೀರಿನ ಸಮಸ್ಯೆಗಳಿದ್ದರೂ ಅಧ್ಯಕ್ಷರು ಬಗೆಹರಿಸಲು ಸಾಧ್ಯವಾಗಿಲ್ಲ. ಕಳೆದ 8 ತಿಂಗಳ ಹಿಂದೆ ನಗರೋತ್ಥಾನ ಕಾರ್ಯಕ್ರಮದಡಿ ಬಿಡುಗಡೆಯಾದ 25 ಕೋಟಿ ಅನುದಾನವನ್ನು ಬಿಡ್ಡಿಗೆ ಬಿಟ್ಟಿದ್ದೀರಾ? ಎಂದು ಸದಸ್ಯರು ಪ್ರಶ್ನಿಸಿದರು.	[691, 285, 1071, 331]
theatre-name-row	[1098, 1473, 1482, 1493]
theatre-film-row	[1098, 1153, 1482, 1171]
black-dot	[801, 2327, 813, 2339]
theatre-phone: (ದೂ: 2497199)	[1386, 1173, 1478, 1187]
theatre-film-row	[1098, 1417, 1482, 1436]
theatre-name: ವುಡ್‌ಲ್ಯಾಂಡ್ಸ್ ಚಿತ್ರಮಂದಿರ	[1103, 1097, 1203, 1111]
theatre-phone: (ದೂ: 2521923)	[1386, 1060, 1478, 1073]
screen-showtimes: ಬುಲೆಟ್ ಟ್ರೈನ್ (ಇಂ): ಬೆ.10.10ಕ್ಕೆ, ಮ.3.30ಕ್ಕೆ, ಹೋಮ್‌ಲ್ಯಾಂಡ್ ಕನ್ಸೆಪ್ಟ್ (ಕ): ಮ.12.55ಕ್ಕೆ, ಸಂ.6.15ಕ್ಕೆ, ರಾ.9.20ಕ್ಕೆ	[1145, 459, 1425, 484]
person-figure	[1003, 2037, 1032, 2139]
truck-shape	[313, 1357, 444, 1466]
issue-date: ಶುಕ್ರವಾರ 5 ಆಗಸ್ಟ್ 2022	[1275, 92, 1484, 117]
theatre-name-row	[1098, 1360, 1482, 1380]
mvc-phone: ದೂ : 0821-2973519	[1222, 601, 1476, 621]
page-label: ಪುಟ	[89, 99, 109, 115]
page-header	[84, 86, 1484, 128]
screen-showtimes: ದಿ ವಾರಿಯರ್ (ತೆ): ಬೆ.10.30ಕ್ಕೆ, ಸಂ.6.20ಕ್ಕೆ, ರಾ.9.20ಕ್ಕೆ, ಬೆಣಿ (ತ): ಮ.1.30ಕ್ಕೆ, ಜುರಾ ಹೊರ ಪ್ಲೆ (ಹಿ): ಸಂ.4ಕ್ಕೆ	[1145, 710, 1467, 734]
screen-showtimes: ಬೆ.10.45ಕ್ಕೆ, ಸಂ.4.40ಕ್ಕೆ, ಕಮ್ಪಾಕ್ಟ್ ವಾಭಿಶಾರದ್ಯ (ಕ): ಮ.1.30ಕ್ಕೆ, ಹೋಮ್‌ಲ್ಯಾಂಡ್ (ಕ): ಸಂ.6.45ಕ್ಕೆ, ಮೈ ಡಿಯರ್ ಭೂತ್ (ತ): ರಾ.9.20ಕ್ಕೆ	[1145, 629, 1462, 654]
theatre-list	[1097, 1056, 1484, 1612]
screen-label: ಸ್ಕ್ರೀನ್ 3	[1101, 255, 1143, 285]
rain-subtitle: ಲಾಮಾ ಕ್ಯಾಂಪ್ ರಸ್ತೆ ಜಲಾವೃತ, ಬೌದ್ಧ ಮಂದಿರದ ಕಾಂಪೌಂಡ್ ಕುಸಿತ, ಕೆರೆ ತುಂಬಿ ಹರಿದ ನೀರು, ಜನಜೀವನ ಅಸ್ತವ್ಯಸ್ತ, ಡಿಸಿ ಸ್ಥಳ ಪರಿಶೀಲನೆ	[484, 1921, 1080, 1985]
film-shows: 4 ಪ್ರದರ್ಶನಗಳು	[1420, 1079, 1478, 1092]
film-title: ಬಿಂಬಿಸಾರ (ತೆ)	[1103, 1533, 1156, 1546]
theatre-name-row	[1098, 1322, 1482, 1342]
film-title: ವಿಕ್ರಾಂತ್ ರೋಣ (ಕ)	[1103, 1117, 1177, 1130]
theatre-film-row	[1098, 1266, 1482, 1284]
schedule-row	[1101, 657, 1479, 689]
pvr-name: ಪಿವಿಆರ್ ಸಿನಿಮಾಸ್	[1218, 766, 1476, 793]
lead-headline	[84, 137, 1080, 202]
theatre-phone: (ದೂ:9900820093)	[1367, 1211, 1478, 1225]
rajiv-text-2: ಜಾಬ್ ಕಾರ್ಡ್ ಹೊಂದಿರುವ ಎಲ್ಲರಿಗೂ ಕೆಲಸ ನೀಡಲಾಗುತ್ತಿದೆ. ಗ್ರಾಮ ಪಂಚಾಯಿತಿ ಅಧ್ಯಕ್ಷರು, ಸದಸ್ಯರು, ಅಧಿಕಾರಿಗಳು ಹಾಗೂ ಗ್ರಾಮಸ್ಥರು ಉಪಸ್ಥಿತರಿದ್ದರು. ಕ್ಷೇತ್ರದ ಅಭಿವೃದ್ಧಿಗೆ ಹೆಚ್ಚಿನ ಅನುದಾನ ತರಲಾಗುವುದು ಎಂದರು.	[687, 1118, 1080, 1166]
screen-showtimes: ವಿಕ್ರಾಂತ್ ರೋಣ (ಕ): ಬೆ.10.30ಕ್ಕೆ, ವಿಕ್ರಾಂತ್ ರೋಣ (3ಡಿ) (ಕ): ಮ.1.30ಕ್ಕೆ, ಸೀತಾರಾಮಂ (ತೆ): ಸಂ.4.20ಕ್ಕೆ, ಬುಲೆಟ್ ಟ್ರೈನ್ (ಇಂ): ರಾ.7.25ಕ್ಕೆ, ರಾ.9.55ಕ್ಕೆ	[1145, 195, 1463, 220]
showtime-note: ಸೂಚನೆ : ಸಿನಿಮಾ ಮಂದಿರಗಳಿಂದ ಮಾಹಿತಿಯನ್ನು ಪಡೆದು ಪ್ರಕಟಿಸಲಾಗಿದೆ. ಪ್ರದರ್ಶನ ಸಮಯದಲ್ಲಿ ಬದಲಾವಣೆಗಳಿರುವ ಸಾಧ್ಯತೆ ಇರುವುದರಿಂದ ಪ್ರೇಕ್ಷಕರು ಚಿತ್ರಮಂದಿರಗಳ ಕೌಂಟರ್‌ಗಳಲ್ಲಿ ಖಚಿತಪಡಿಸಿಕೊಳ್ಳಲು ವಿನಂತಿ.	[1097, 1018, 1473, 1042]
screen-showtimes: ಸೀತಾರಾಮಂ (ತೆ): ಬೆ.10.15ಕ್ಕೆ, ಸಂ.6.40ಕ್ಕೆ, ಡಿಸಿ ಲೀಗ್ ಆಫ್ ಸೂಪರ್ ಪೆಟ್ (ಇಂ): ಮ.1.55ಕ್ಕೆ, ಏಕ್ ವಿಲ್ಲನ್ ರಿಟರ್ನ್ಸ್ (ಹಿ): ಮ.3.55ಕ್ಕೆ, ಶಾಪ್ತಂ (ಮ): ರಾ.10ಕ್ಕೆ	[1145, 428, 1440, 452]
inox-name: ಐನಾಕ್ಸ್ ಮೂವೀಸ್	[1218, 348, 1476, 377]
rain-title: ಬೈಲಕುಪ್ಪೆಯಲ್ಲಿ ಭಾರೀ ಮಳೆ	[555, 1846, 1009, 1905]
inox-logo: INOX LIVE THE MOVIE	[1103, 348, 1212, 401]
theatre-name: ಪದ್ಮ ಚಿತ್ರಮಂದಿರ	[1103, 1060, 1168, 1073]
slaughter-text-2: ಗೋಶಾಲೆ ತೆರೆಯಿರಿ: ಶ್ರೀಕಂಠೇಶ್ವರ ಸ್ವಾಮಿಗೆ ಹರಕೆ ರೂಪದಲ್ಲಿ ಭಕ್ತರು ಬಿಡುವ ಗೋವುಗಳನ್ನು ಸಂರಕ್ಷಿಸಲು ದೇವಾಲಯದ ವತಿಯಿಂದ ಗೋಶಾಲೆ ತೆರೆಯಬೇಕು ಎಂದು ಹಿಂದೂಪರ ಸಂಘಟನೆಗಳು ಒತ್ತಾಯಿಸಿವೆ. ಈ ಕುರಿತು ತನಿಖೆ ನಡೆಸಿ ತಪ್ಪಿತಸ್ಥರ ವಿರುದ್ಧ ಕ್ರಮ ಕೈಗೊಳ್ಳುವುದಾಗಿ ಅಧಿಕಾರಿಗಳು ತಿಳಿಸಿದ್ದಾರೆ.	[484, 1313, 673, 1428]
screen-label: ಸ್ಕ್ರೀನ್ 4	[1101, 487, 1143, 518]
header-rule	[84, 129, 1484, 132]
black-dot	[136, 2327, 148, 2339]
rajiv-photo	[687, 892, 1080, 1110]
flood-photo-1	[484, 1993, 887, 2145]
slaughter-title: ಕಸಾಯಿಖಾನೆಗೆ ಹರಕೆ ಗೋವುಗಳ ಸಾಗಣೆ ವೀಡಿಯೋ ವೈರಲ್: ಪ್ರಕರಣ ದಾಖಲು	[120, 1228, 629, 1302]
lead-col5: ಸದಸ್ಯರು ಆರೋಪಿಸಿದರು. ನಗರಸಭೆ ಪೌರಾಯುಕ್ತ ಅವರು ಉತ್ತರಿಸಿ, 2022ರ ಜುಲೈ 22ರಂದು ಹರಾಜು ಪ್ರಕ್ರಿಯೆ ನಡೆದಿದ್ದು, ಮಾಸಿಕ ಬಾಡಿಗೆ ಪಾವತಿಸಲು ನೋಟಿಸ್ ನೀಡಲಾಗಿದೆ. 71 ಮಂದಿಗೆ 2 ಬಾರಿ ನೋಟಿಸ್ ನೀಡಲಾಗಿದೆ. ಮಳಿಗೆ ಖಾಲಿ ಮಾಡಲು ತಿಳಿಸಲಾಗಿದೆ ಎಂದರು. ನಗರಸಭೆ ಮಂದಿರದ ಬಂಡವಾಳದಡಿಯಲ್ಲಿ 55 ಲಕ್ಷ ಬಾಡಿಗೆ ಬಾಕಿ ಉಳಿಸಿಕೊಂಡಿದ್ದಾರೆ ಎಂದು ಸದಸ್ಯರು ದೂರಿದರು.	[884, 453, 1080, 601]
film-title: ತ್ರಿವಿಕ್ರಮ (ಕ)	[1103, 1230, 1149, 1244]
salary-box	[284, 445, 476, 730]
cattle-photo-1	[284, 1313, 476, 1502]
screen-label: ಸ್ಕ್ರೀನ್ 4	[1101, 286, 1143, 303]
theatre-name: ಬಾಲಾಜಿ ಚಿತ್ರಮಂದಿರ	[1103, 1173, 1183, 1187]
theatre-name: ಮಹದೇಶ್ವರ ಚಿತ್ರಮಂದಿರ	[1103, 1211, 1196, 1225]
film-shows: 4 ಪ್ರದರ್ಶನಗಳು	[1420, 1495, 1478, 1508]
theatre-film-row	[1098, 1342, 1482, 1360]
screen-label: ಸ್ಕ್ರೀನ್ 2	[1101, 425, 1143, 455]
inox-ad	[1097, 342, 1484, 560]
theatre-film-row	[1098, 1455, 1482, 1473]
schedule-row	[1101, 456, 1479, 487]
theatre-name: ಪ್ರಭಾ	[1103, 1513, 1123, 1527]
registration-marks-center	[749, 2327, 819, 2342]
pvr-logo: PVR CINEMAS	[1103, 766, 1212, 825]
schedule-row	[1101, 707, 1479, 738]
nagarothana-box	[682, 256, 1080, 447]
section-label: ಮೈಸೂರು ಗ್ರಾಮಾಂತರ	[190, 89, 553, 125]
tiger-text: ನಂಜನಗೂಡು, ಆ.4- ದನಗಾಹಿಯೊಬ್ಬರ ಮೇಲೆ ಹುಲಿ ದಾಳಿ ನಡೆಸಿದ ಪರಿಣಾಮ ಆತ ಗಂಭೀರವಾಗಿ ಗಾಯಗೊಂಡಿರುವ ಘಟನೆ ಸರಗೂರು ತಾಲೂಕಿನ ಗ್ರಾಮದಲ್ಲಿ ಗುರುವಾರ ನಡೆದಿದೆ. ಹಾಡಹಗಲೇ ಹುಲಿ ದಾಳಿ ನಡೆಸಿದ ಪರಿಣಾಮ ಗ್ರಾಮಸ್ಥರು ಆತಂಕಕ್ಕೆ ಒಳಗಾಗಿದ್ದಾರೆ. ಗಾಯಾಳುವನ್ನು ಮೈಸೂರಿನ ಕೆ.ಆರ್.ಆಸ್ಪತ್ರೆಗೆ ದಾಖಲಿಸಲಾಗಿದೆ. ಅರಣ್ಯ ಇಲಾಖೆ ಅಧಿಕಾರಿಗಳು ಸ್ಥಳಕ್ಕೆ ಭೇಟಿ ನೀಡಿ ಪರಿಶೀಲನೆ ನಡೆಸಿದರು.	[682, 1263, 1080, 1345]
screen-showtimes: ಗಾಗಿ (ಕ): ಮ.1.30ಕ್ಕೆ, 777 ಚಾರ್ಲಿ (ಕ): ರಾ.7.45ಕ್ಕೆ	[1145, 692, 1339, 703]
page-number: 9	[119, 89, 140, 125]
theatre-name: ಲಿಡೋ	[1103, 1362, 1129, 1376]
mvc-ad	[1097, 566, 1484, 756]
theatre-film-row	[1098, 1115, 1482, 1133]
theatre-name-row	[1098, 1511, 1482, 1531]
film-title: ಹೋಮ್‌ಲ್ಯಾಂಡ್ (ಕ)	[1103, 1079, 1180, 1092]
drc-phone: ದೂ : 4240422/4241800	[1225, 169, 1371, 183]
obit-title: ಶಿಕ್ಷಕ ಜವರಯ್ಯ ನಿಧನ	[1223, 1618, 1357, 1640]
theatre-name-row	[1098, 1284, 1482, 1304]
person-figure	[841, 950, 884, 1089]
film-title: ಕಟೆರಿ (ತ)	[1103, 1382, 1139, 1395]
screen-label: ಸ್ಕ್ರೀನ್ 4	[1101, 707, 1143, 737]
